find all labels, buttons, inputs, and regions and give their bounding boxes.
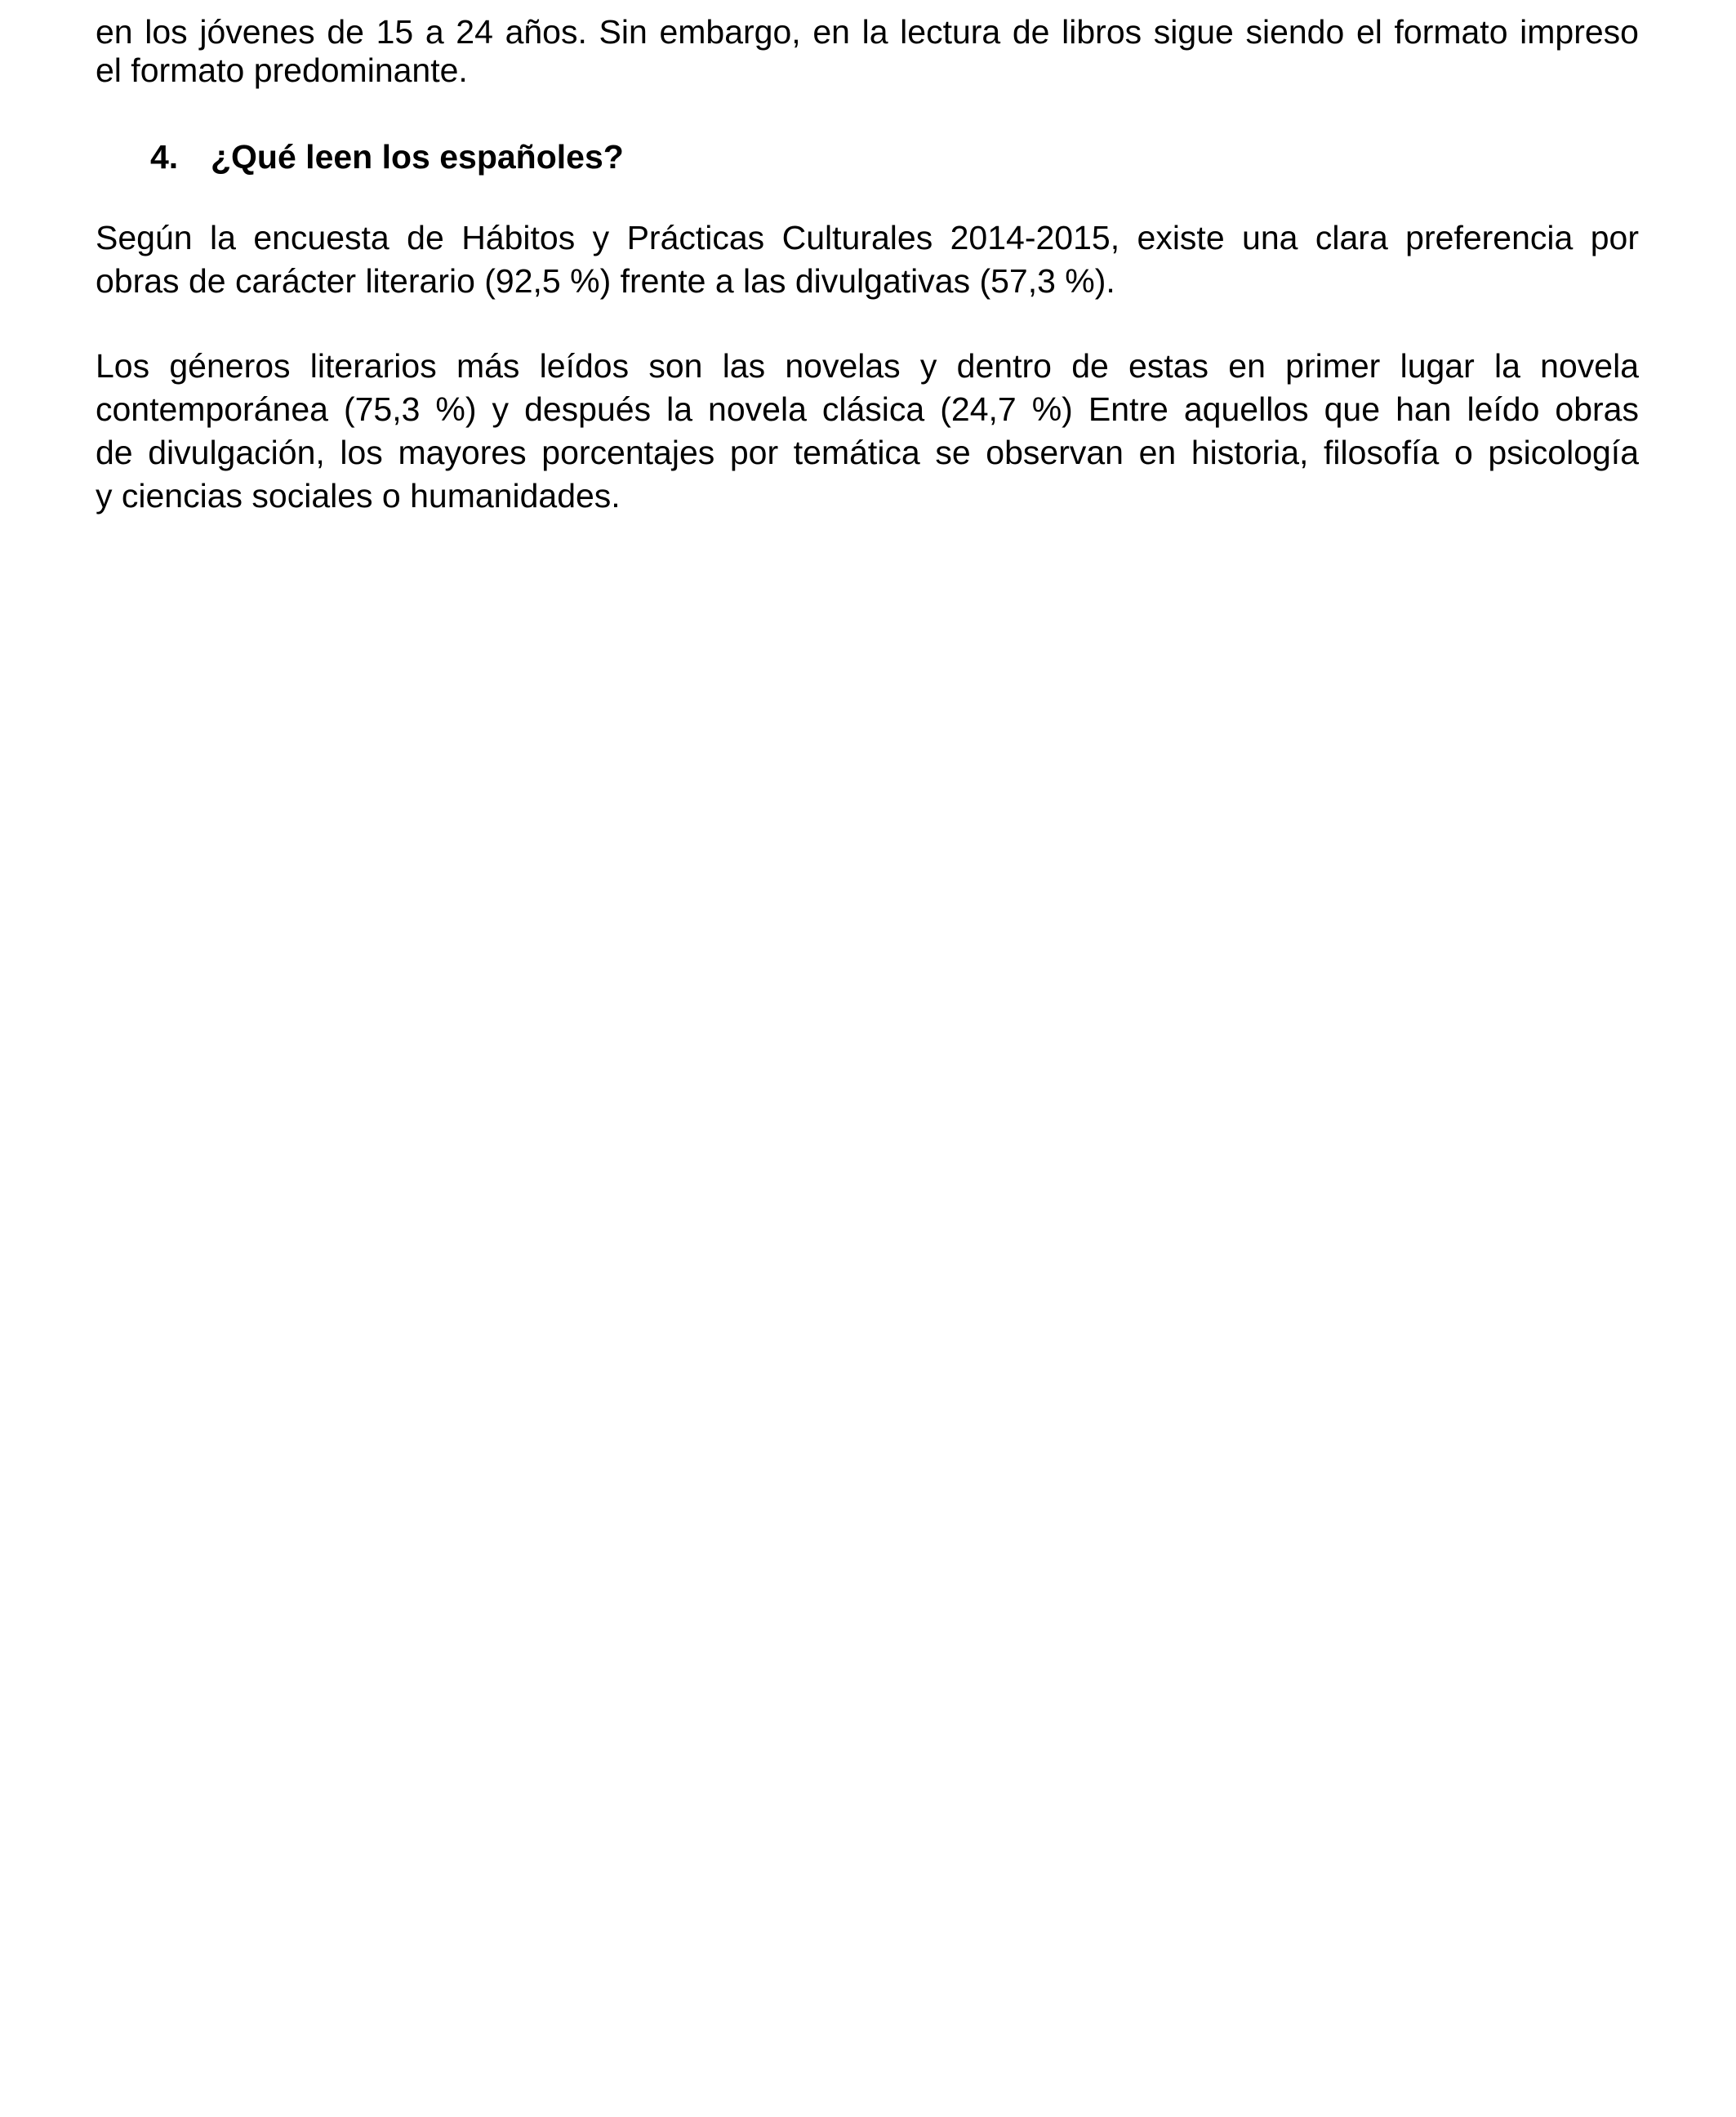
page-content [96, 13, 1639, 518]
intro-paragraph [96, 13, 1639, 90]
section-heading [96, 136, 1639, 179]
paragraph-literary-genres [96, 345, 1639, 518]
section-title: ¿Qué leen los españoles? [211, 138, 624, 176]
text-line: el formato predominante. [96, 51, 468, 89]
text-line: Según la encuesta de Hábitos y Prácticas Culturales 2014-2015, existe una clara preferencia por [96, 219, 1639, 256]
text-line: contemporánea (75,3 %) y después la novela clásica (24,7 %) Entre aquellos que han leído obras [96, 390, 1639, 428]
text-line: y ciencias sociales o humanidades. [96, 477, 621, 515]
text-line: en los jóvenes de 15 a 24 años. Sin embargo, en la lectura de libros sigue siendo el formato impreso [96, 13, 1639, 51]
text-line: Los géneros literarios más leídos son las novelas y dentro de estas en primer lugar la novela [96, 347, 1639, 385]
text-line: obras de carácter literario (92,5 %) frente a las divulgativas (57,3 %). [96, 262, 1115, 300]
text-line: de divulgación, los mayores porcentajes por temática se observan en historia, filosofía o psicología [96, 434, 1639, 471]
section-number: 4. [150, 138, 179, 176]
paragraph-survey-preference [96, 216, 1639, 303]
